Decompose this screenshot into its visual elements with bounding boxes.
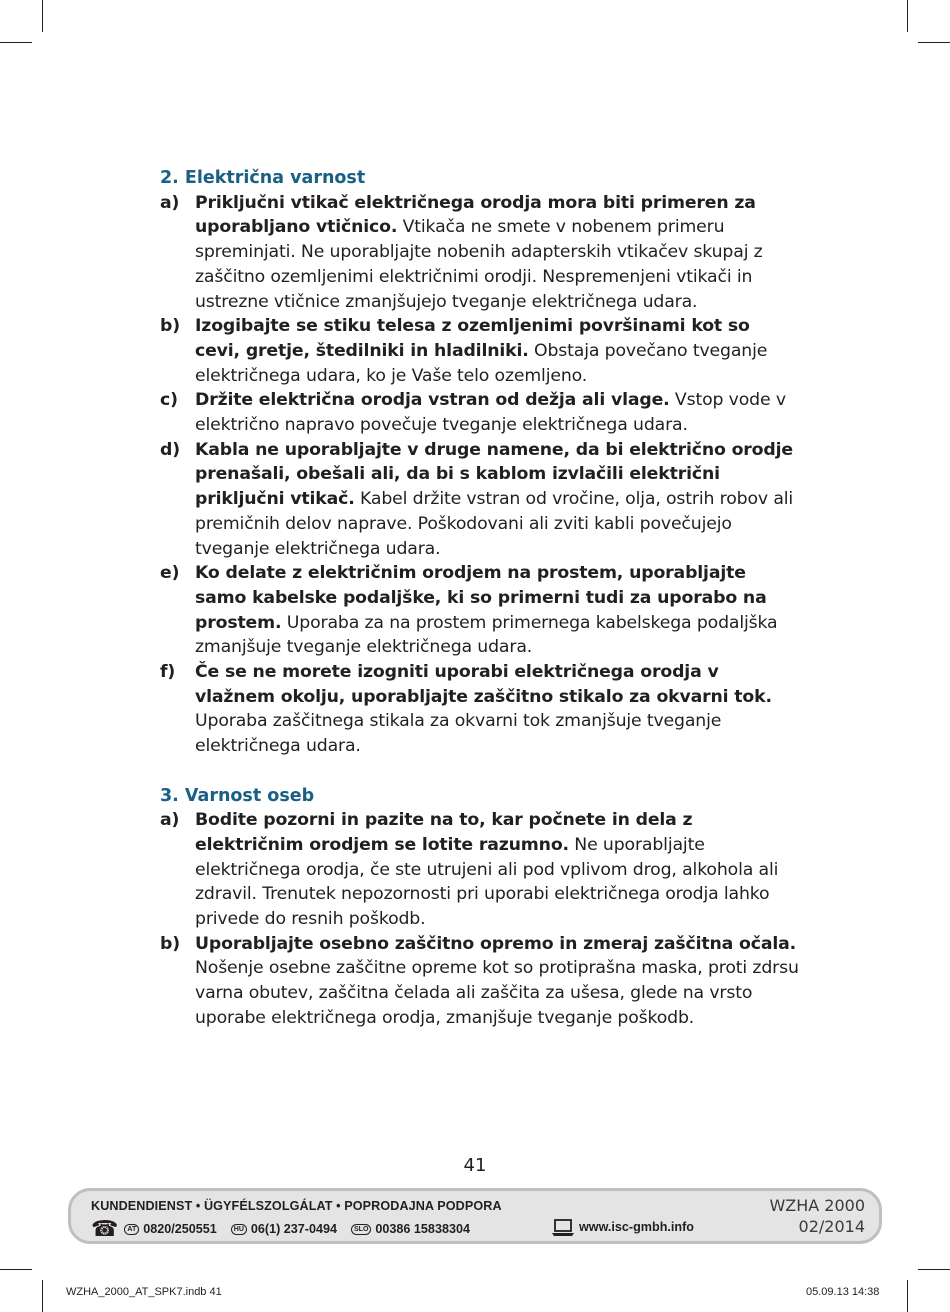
- laptop-icon: [551, 1219, 575, 1237]
- section-title: 2. Električna varnost: [160, 168, 366, 188]
- item-body: [195, 438, 800, 562]
- item-text: Obstaja povečano tveganje električnega udara, ko je Vaše telo ozemljeno.: [195, 340, 768, 386]
- model-date: 02/2014: [798, 1217, 865, 1236]
- item-text: Kabel držite vstran od vročine, olja, ostrih robov ali premičnih delov naprave. Poškodovani ali zviti kabli povečujejo tveganje električnega udara.: [195, 489, 794, 559]
- section-title: 3. Varnost oseb: [160, 785, 315, 806]
- list-item: [160, 808, 800, 932]
- item-text: Vtikača ne smete v nobenem primeru spreminjati. Ne uporabljajte nobenih adapterskih vtikačev skupaj z zaščitno ozemljenimi električnimi orodji. Nespremenjeni vtikači in ustrezne vtičnice zmanjšujejo tveganje električnega udara.: [195, 217, 763, 312]
- telephone-icon: ☎: [91, 1216, 119, 1241]
- crop-mark: [907, 0, 908, 32]
- list-item: [160, 438, 800, 562]
- list-item: [160, 561, 800, 660]
- item-label: a): [160, 192, 180, 213]
- crop-mark: [907, 1280, 908, 1312]
- item-text: Vstop vode v električno napravo povečuje tveganje električnega udara.: [195, 390, 786, 436]
- phone-number: 00386 15838304: [375, 1222, 470, 1236]
- list-item: [160, 314, 800, 388]
- item-body: [195, 932, 800, 1031]
- crop-mark: [0, 42, 32, 43]
- item-body: [195, 808, 800, 932]
- item-bold-text: Če se ne morete izogniti uporabi električnega orodja v vlažnem okolju, uporabljajte zaščitno stikalo za okvarni tok.: [195, 662, 772, 707]
- page-number: 41: [463, 1155, 487, 1176]
- item-body: [195, 314, 800, 388]
- item-label: b): [160, 933, 180, 954]
- main-content: [160, 166, 800, 1031]
- item-text: Nošenje osebne zaščitne opreme kot so protiprašna maska, proti zdrsu varna obutev, zaščitna čelada ali zaščita za ušesa, glede na vrsto uporabe električnega orodja, zmanjšuje tveganje poškodb.: [195, 958, 799, 1028]
- list-item: [160, 660, 800, 759]
- section-spacer: [160, 759, 800, 784]
- item-label: e): [160, 563, 180, 584]
- item-bold-text: Izogibajte se stiku telesa z ozemljenimi površinami kot so cevi, gretje, štedilniki in hladilniki.: [195, 316, 750, 361]
- phone-row: [91, 1218, 484, 1240]
- crop-mark: [42, 1280, 43, 1312]
- service-footer: [68, 1188, 882, 1244]
- item-bold-text: Držite električna orodja vstran od dežja ali vlage.: [195, 390, 670, 411]
- country-badge: AT: [124, 1224, 139, 1235]
- item-label: b): [160, 316, 180, 337]
- website-link[interactable]: www.isc-gmbh.info: [579, 1220, 694, 1234]
- footer-title: KUNDENDIENST • ÜGYFÉLSZOLGÁLAT • POPRODAJNA PODPORA: [91, 1199, 502, 1213]
- item-body: [195, 660, 800, 759]
- item-label: d): [160, 439, 180, 460]
- item-label: a): [160, 810, 180, 831]
- item-body: [195, 191, 800, 315]
- item-label: c): [160, 390, 178, 411]
- phone-number: 0820/250551: [143, 1222, 217, 1236]
- list-item: [160, 932, 800, 1031]
- list-item: [160, 388, 800, 437]
- item-body: [195, 561, 800, 660]
- model-name: WZHA 2000: [769, 1196, 865, 1215]
- phone-number: 06(1) 237-0494: [250, 1222, 338, 1236]
- country-badge: HU: [231, 1224, 247, 1235]
- crop-mark: [42, 0, 43, 32]
- crop-mark: [918, 42, 950, 43]
- item-bold-text: Uporabljajte osebno zaščitno opremo in zmeraj zaščitna očala.: [195, 933, 797, 954]
- item-bold-text: Kabla ne uporabljajte v druge namene, da bi električno orodje prenašali, obešali ali, da bi s kablom izvlačili električni priključni vtikač.: [195, 439, 793, 510]
- item-text: Ne uporabljajte električnega orodja, če ste utrujeni ali pod vplivom drog, alkohola ali zdravil. Trenutek nepozornosti pri uporabi električnega orodja lahko privede do resnih poškodb.: [195, 834, 779, 930]
- item-label: f): [160, 662, 176, 683]
- item-body: [195, 388, 800, 437]
- item-bold-text: Bodite pozorni in pazite na to, kar počnete in dela z električnim orodjem se lotite razumno.: [195, 810, 693, 855]
- item-bold-text: Ko delate z električnim orodjem na prostem, uporabljajte samo kabelske podaljške, ki so primerni tudi za uporabo na prostem.: [195, 563, 767, 633]
- crop-mark: [918, 1269, 950, 1270]
- item-text: Uporaba zaščitnega stikala za okvarni tok zmanjšuje tveganje električnega udara.: [195, 711, 722, 757]
- crop-mark: [0, 1269, 32, 1270]
- item-bold-text: Priključni vtikač električnega orodja mora biti primeren za uporabljano vtičnico.: [195, 192, 756, 238]
- country-badge: SLO: [351, 1224, 371, 1235]
- item-text: Uporaba za na prostem primernega kabelskega podaljška zmanjšuje tveganje električnega udara.: [195, 612, 778, 658]
- model-info: [769, 1195, 865, 1237]
- print-slug-file: WZHA_2000_AT_SPK7.indb 41: [66, 1286, 222, 1298]
- list-item: [160, 191, 800, 315]
- print-slug-timestamp: 05.09.13 14:38: [806, 1286, 880, 1298]
